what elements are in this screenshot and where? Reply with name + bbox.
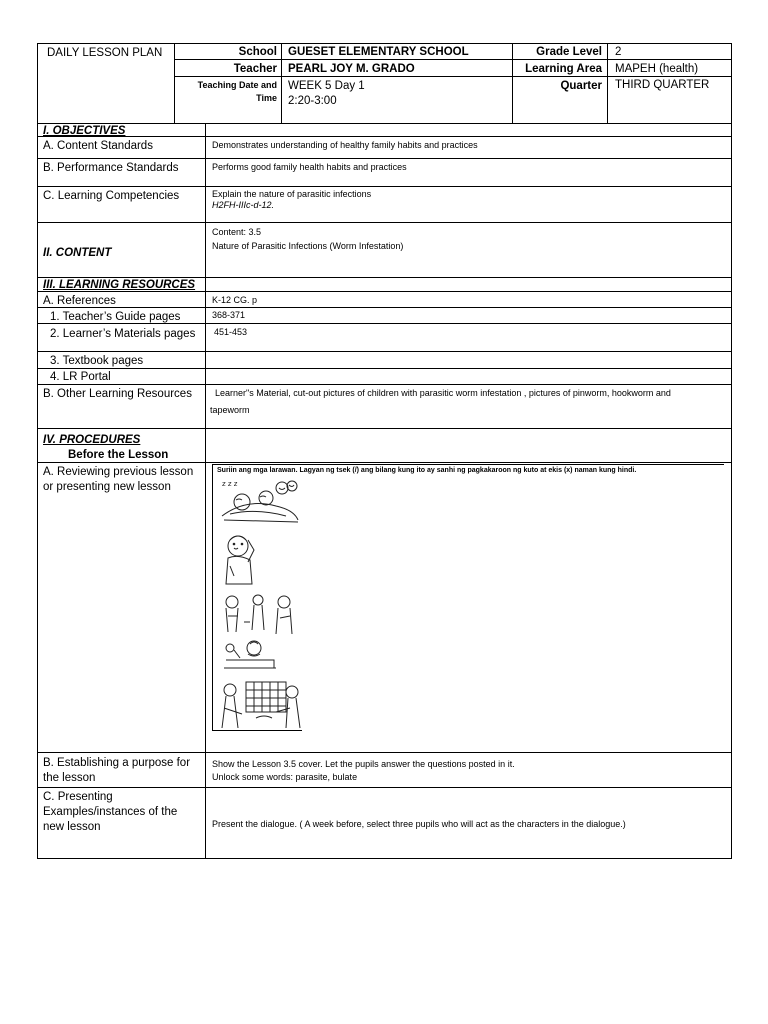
teacher-value-cell [281, 59, 513, 77]
lm-label-cell [37, 323, 206, 352]
references-value-cell [205, 291, 732, 308]
content-value-cell [205, 222, 732, 278]
tg-value-cell [205, 307, 732, 324]
children-lice-illustration [218, 592, 304, 636]
grade-label-cell [512, 43, 608, 60]
references-label: A. References [43, 295, 116, 307]
date-label-cell [174, 76, 282, 124]
children-window-illustration [216, 678, 308, 732]
date-value-1: WEEK 5 Day 1 [288, 80, 365, 92]
tg-label: 1. Teacher’s Guide pages [50, 311, 181, 323]
grade-label: Grade Level [536, 46, 602, 58]
learning-competencies-value: Explain the nature of parasitic infections [212, 189, 372, 199]
portal-label: 4. LR Portal [50, 371, 111, 383]
performance-standards-label: B. Performance Standards [43, 162, 179, 174]
portal-label-cell [37, 368, 206, 385]
presenting-label-1: C. Presenting [43, 791, 113, 803]
references-label-cell [37, 291, 206, 308]
lm-value: 451-453 [214, 327, 248, 337]
quarter-value-cell [607, 76, 732, 124]
procedures-subheading: Before the Lesson [68, 449, 169, 461]
content-standards-value: Demonstrates understanding of healthy family habits and practices [212, 140, 478, 150]
content-line-1: Content: 3.5 [212, 227, 262, 237]
date-value-cell [281, 76, 513, 124]
content-standards-value-cell [205, 136, 732, 159]
quarter-label: Quarter [560, 80, 602, 92]
activity-left-border [212, 464, 213, 731]
teacher-value: PEARL JOY M. GRADO [288, 63, 415, 75]
reviewing-label-2: or presenting new lesson [43, 481, 171, 493]
purpose-value-2: Unlock some words: parasite, bulate [212, 772, 358, 782]
teacher-label: Teacher [233, 63, 277, 75]
purpose-label-2: the lesson [43, 772, 96, 784]
area-label-cell [512, 59, 608, 77]
title: DAILY LESSON PLAN [47, 47, 163, 59]
activity-instruction: Suriin ang mga larawan. Lagyan ng tsek (/) ang bilang kung ito ay sanhi ng pagkakaroon ng kuto at ekis (x) naman kung hindi. [217, 467, 637, 474]
tg-label-cell [37, 307, 206, 324]
learning-competencies-value-cell [205, 186, 732, 223]
date-label: Teaching Date and Time [197, 80, 277, 103]
references-value: K-12 CG. p [212, 295, 258, 305]
objectives-heading-value [205, 123, 732, 137]
presenting-label-3: new lesson [43, 821, 101, 833]
presenting-label-2: Examples/instances of the [43, 806, 178, 818]
procedures-heading-cell [37, 428, 206, 463]
performance-standards-label-cell [37, 158, 206, 187]
date-value-2: 2:20-3:00 [288, 95, 337, 107]
area-label: Learning Area [525, 63, 602, 75]
reviewing-value-cell [205, 462, 732, 753]
school-value-cell [281, 43, 513, 60]
other-resources-value-2: tapeworm [210, 405, 250, 415]
reviewing-label-cell [37, 462, 206, 753]
other-resources-label: B. Other Learning Resources [43, 388, 192, 400]
title-cell [37, 43, 175, 124]
purpose-label-cell [37, 752, 206, 788]
quarter-value: THIRD QUARTER [615, 79, 710, 91]
activity-top-border [212, 464, 724, 465]
portal-value-cell [205, 368, 732, 385]
school-label-cell [174, 43, 282, 60]
objectives-heading: I. OBJECTIVES [43, 125, 126, 137]
area-value: MAPEH (health) [615, 63, 699, 75]
resources-heading-value [205, 277, 732, 292]
tg-value: 368-371 [212, 310, 246, 320]
textbook-value-cell [205, 351, 732, 369]
performance-standards-value-cell [205, 158, 732, 187]
svg-text:z z z: z z z [222, 480, 238, 488]
resources-heading: III. LEARNING RESOURCES [43, 279, 196, 291]
purpose-value-1: Show the Lesson 3.5 cover. Let the pupils answer the questions posted in it. [212, 759, 515, 769]
sleeping-child-illustration [216, 476, 302, 524]
child-scratching-illustration [218, 532, 264, 586]
performance-standards-value: Performs good family health habits and practices [212, 162, 407, 172]
reviewing-label-1: A. Reviewing previous lesson [43, 466, 194, 478]
school-label: School [238, 46, 277, 58]
content-line-2: Nature of Parasitic Infections (Worm Infestation) [212, 241, 404, 251]
school-value: GUESET ELEMENTARY SCHOOL [288, 46, 469, 58]
procedures-heading: IV. PROCEDURES [43, 434, 141, 446]
lm-label: 2. Learner’s Materials pages [50, 328, 196, 340]
quarter-label-cell [512, 76, 608, 124]
child-bed-illustration [220, 638, 280, 672]
learning-competencies-code: H2FH-IIIc-d-12. [212, 200, 275, 210]
presenting-label-cell [37, 787, 206, 859]
textbook-label-cell [37, 351, 206, 369]
grade-value-cell [607, 43, 732, 60]
resources-heading-cell [37, 277, 206, 292]
presenting-value-cell [205, 787, 732, 859]
other-resources-label-cell [37, 384, 206, 429]
other-resources-value-cell [205, 384, 732, 429]
area-value-cell [607, 59, 732, 77]
grade-value: 2 [615, 46, 622, 58]
presenting-value: Present the dialogue. ( A week before, select three pupils who will act as the characters in the dialogue.) [212, 819, 626, 829]
activity-frame [212, 464, 724, 731]
content-standards-label: A. Content Standards [43, 140, 153, 152]
learning-competencies-label-cell [37, 186, 206, 223]
other-resources-value-1: Learner"s Material, cut-out pictures of children with parasitic worm infestation , pictures of pinworm, hookworm and [215, 388, 671, 398]
lm-value-cell [205, 323, 732, 352]
purpose-label-1: B. Establishing a purpose for [43, 757, 191, 769]
purpose-value-cell [205, 752, 732, 788]
content-heading-cell [37, 222, 206, 278]
content-heading: II. CONTENT [43, 247, 112, 259]
procedures-heading-value [205, 428, 732, 463]
learning-competencies-label: C. Learning Competencies [43, 190, 180, 202]
objectives-heading-cell [37, 123, 206, 137]
content-standards-label-cell [37, 136, 206, 159]
teacher-label-cell [174, 59, 282, 77]
textbook-label: 3. Textbook pages [50, 355, 144, 367]
